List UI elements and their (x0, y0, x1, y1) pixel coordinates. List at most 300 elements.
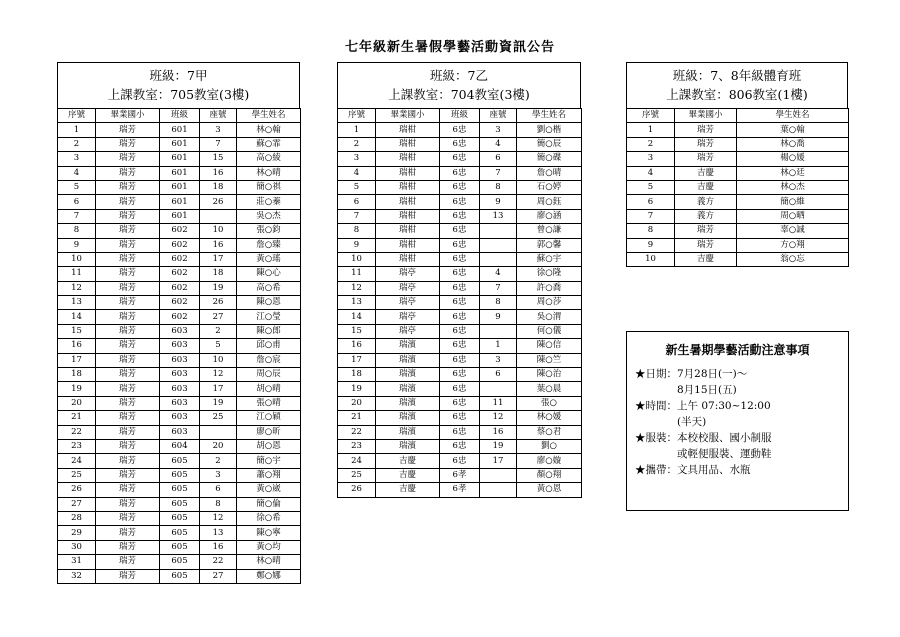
class-7b-cell: 19 (480, 439, 517, 453)
class-sports-cell: 林○杰 (737, 180, 849, 194)
class-7a-table-row (58, 166, 301, 180)
class-7b-cell (480, 468, 517, 482)
class-7a-cell: 瑞芳 (96, 152, 160, 166)
class-sports-cell: 6 (627, 195, 675, 209)
class-sports-table-row (627, 224, 849, 238)
notice-date-end: 8月15日(五) (677, 384, 737, 396)
class-7b-cell: 6忠 (440, 368, 480, 382)
class-7a-cell: 黃○均 (237, 540, 301, 554)
class-7a-cell: 17 (200, 382, 237, 396)
class-7a-cell: 20 (58, 396, 96, 410)
class-7a-cell: 高○希 (237, 281, 301, 295)
class-7b-cell: 13 (480, 209, 517, 223)
class-7b-cell: 6忠 (440, 209, 480, 223)
class-sports-cell: 吉慶 (675, 180, 737, 194)
class-7a-cell: 27 (58, 497, 96, 511)
class-7b-cell: 2 (338, 137, 376, 151)
class-7a-table-row (58, 224, 301, 238)
class-7b-cell: 23 (338, 439, 376, 453)
class-7b-table-row (338, 209, 582, 223)
class-7a-header (57, 62, 300, 108)
class-7b-cell: 劉○楷 (517, 123, 582, 137)
class-7b-cell: 9 (480, 310, 517, 324)
class-7a-cell: 601 (160, 152, 200, 166)
class-7a-cell: 1 (58, 123, 96, 137)
class-7a-cell: 26 (200, 195, 237, 209)
class-7a-cell: 605 (160, 511, 200, 525)
class-7a-cell: 601 (160, 137, 200, 151)
notice-dress-more: 或輕便服裝、運動鞋 (677, 448, 772, 460)
class-7a-cell: 27 (200, 310, 237, 324)
class-7b-cell: 吉慶 (376, 454, 440, 468)
class-7b-table-row (338, 483, 582, 497)
class-7b-column-header: 班級 (440, 109, 480, 123)
class-7a-cell: 3 (200, 468, 237, 482)
class-7b-cell: 18 (338, 368, 376, 382)
class-7b-table-row (338, 310, 582, 324)
class-7b-cell: 17 (480, 454, 517, 468)
class-7a-cell: 602 (160, 296, 200, 310)
class-7a-cell: 603 (160, 368, 200, 382)
class-7b-cell: 簡○碟 (517, 152, 582, 166)
class-7a-table-row (58, 569, 301, 583)
class-7b-cell: 林○媛 (517, 411, 582, 425)
class-7a-cell: 603 (160, 411, 200, 425)
class-7b-cell: 何○儀 (517, 324, 582, 338)
class-7b-cell: 6 (480, 152, 517, 166)
class-7a-table-row (58, 396, 301, 410)
class-7b-cell: 瑞濱 (376, 368, 440, 382)
class-7a-cell: 吳○杰 (237, 209, 301, 223)
class-7a-cell: 10 (200, 353, 237, 367)
class-7a-cell: 瑞芳 (96, 353, 160, 367)
class-sports-cell: 翁○忘 (737, 252, 849, 266)
class-7a-section (57, 62, 300, 584)
class-7b-cell: 9 (480, 195, 517, 209)
class-sports-cell: 吉慶 (675, 166, 737, 180)
class-sports-table-row (627, 209, 849, 223)
class-7b-table-row (338, 224, 582, 238)
class-sports-table-row (627, 180, 849, 194)
class-7b-table-row (338, 296, 582, 310)
class-7a-cell: 25 (58, 468, 96, 482)
class-7b-cell: 瑞亭 (376, 281, 440, 295)
class-7a-cell: 瑞芳 (96, 166, 160, 180)
class-7a-cell: 瑞芳 (96, 526, 160, 540)
class-7b-cell: 6忠 (440, 425, 480, 439)
class-7a-table-row (58, 281, 301, 295)
class-7b-cell: 6忠 (440, 166, 480, 180)
class-7a-cell: 瑞芳 (96, 339, 160, 353)
class-sports-cell: 瑞芳 (675, 137, 737, 151)
class-7a-cell: 17 (58, 353, 96, 367)
class-7a-cell: 601 (160, 195, 200, 209)
class-7b-cell (480, 224, 517, 238)
class-7a-cell: 8 (200, 497, 237, 511)
class-7b-table-row (338, 137, 582, 151)
class-7b-cell: 6忠 (440, 310, 480, 324)
class-7a-cell: 605 (160, 454, 200, 468)
class-7b-cell: 8 (480, 296, 517, 310)
class-sports-cell: 5 (627, 180, 675, 194)
class-7a-cell: 7 (200, 137, 237, 151)
class-7b-cell: 簡○辰 (517, 137, 582, 151)
class-7b-cell: 周○莎 (517, 296, 582, 310)
class-7b-cell: 6忠 (440, 339, 480, 353)
class-7a-cell: 5 (200, 339, 237, 353)
class-7a-cell: 15 (200, 152, 237, 166)
notice-dress-line: ★服裝：本校校服、國小制服 (635, 432, 772, 444)
class-7a-table-row (58, 324, 301, 338)
class-7b-column-header: 學生姓名 (517, 109, 582, 123)
class-7b-cell: 石○婷 (517, 180, 582, 194)
class-7a-cell: 瑞芳 (96, 252, 160, 266)
class-7a-cell: 605 (160, 468, 200, 482)
class-7b-cell: 13 (338, 296, 376, 310)
class-7a-cell: 32 (58, 569, 96, 583)
class-7b-cell: 25 (338, 468, 376, 482)
class-7a-cell: 瑞芳 (96, 439, 160, 453)
class-7a-table-row (58, 555, 301, 569)
class-7b-cell: 8 (338, 224, 376, 238)
class-sports-cell: 7 (627, 209, 675, 223)
class-7b-table-row (338, 267, 582, 281)
class-7a-cell: 江○穎 (237, 411, 301, 425)
class-7b-cell: 顏○翔 (517, 468, 582, 482)
class-7a-table-row (58, 439, 301, 453)
class-7b-cell (480, 252, 517, 266)
class-7a-table-row (58, 425, 301, 439)
class-7b-cell: 吉慶 (376, 468, 440, 482)
class-7b-cell: 7 (480, 281, 517, 295)
class-7b-cell: 瑞柑 (376, 252, 440, 266)
class-7a-cell: 瑞芳 (96, 569, 160, 583)
class-7b-table (337, 108, 582, 498)
class-7a-table-row (58, 454, 301, 468)
class-7b-cell: 陳○竺 (517, 353, 582, 367)
class-7b-cell: 6忠 (440, 454, 480, 468)
class-7a-table-row (58, 310, 301, 324)
class-7a-cell: 602 (160, 224, 200, 238)
class-7a-cell: 24 (58, 454, 96, 468)
class-7b-cell: 郭○馨 (517, 238, 582, 252)
class-7a-cell: 13 (200, 526, 237, 540)
class-7a-cell: 17 (200, 252, 237, 266)
class-7a-cell: 瑞芳 (96, 483, 160, 497)
class-sports-cell: 瑞芳 (675, 152, 737, 166)
class-7b-cell: 瑞亭 (376, 267, 440, 281)
class-7b-cell: 4 (480, 137, 517, 151)
class-7b-cell: 瑞柑 (376, 152, 440, 166)
class-7a-cell: 8 (58, 224, 96, 238)
class-7a-name: 班級：7甲 (149, 68, 208, 83)
class-7a-cell: 周○辰 (237, 368, 301, 382)
class-7b-cell: 6忠 (440, 396, 480, 410)
class-7b-cell: 6忠 (440, 411, 480, 425)
class-7b-table-row (338, 468, 582, 482)
class-7a-cell: 15 (58, 324, 96, 338)
class-7a-table-row (58, 526, 301, 540)
class-7a-cell: 603 (160, 425, 200, 439)
class-7a-cell: 瑞芳 (96, 497, 160, 511)
class-7a-cell: 陳○心 (237, 267, 301, 281)
class-7a-cell: 瑞芳 (96, 267, 160, 281)
class-7a-cell: 瑞芳 (96, 296, 160, 310)
class-7b-cell: 6忠 (440, 152, 480, 166)
class-sports-cell: 2 (627, 137, 675, 151)
class-7a-cell: 19 (200, 281, 237, 295)
class-7b-table-row (338, 166, 582, 180)
class-7b-cell: 17 (338, 353, 376, 367)
class-7b-cell: 瑞濱 (376, 396, 440, 410)
class-7a-table-row (58, 411, 301, 425)
class-7a-table-row (58, 339, 301, 353)
class-7a-cell: 瑞芳 (96, 555, 160, 569)
class-7b-cell: 瑞柑 (376, 224, 440, 238)
class-7b-cell: 6忠 (440, 123, 480, 137)
class-7b-cell: 9 (338, 238, 376, 252)
class-7b-cell: 黃○恩 (517, 483, 582, 497)
class-7a-cell: 10 (200, 224, 237, 238)
class-7b-cell: 吳○渭 (517, 310, 582, 324)
class-7b-cell: 瑞濱 (376, 439, 440, 453)
class-7b-cell: 3 (480, 123, 517, 137)
class-sports-cell: 義方 (675, 209, 737, 223)
class-7a-cell: 瑞芳 (96, 511, 160, 525)
class-7b-name: 班級：7乙 (430, 68, 488, 83)
class-sports-name: 班級：7、8年級體育班 (672, 68, 802, 83)
class-7a-cell: 瑞芳 (96, 137, 160, 151)
class-7a-table-row (58, 137, 301, 151)
class-7b-table-row (338, 368, 582, 382)
class-7b-cell: 6忠 (440, 353, 480, 367)
class-sports-cell: 瑞芳 (675, 238, 737, 252)
class-7a-cell: 詹○臻 (237, 238, 301, 252)
class-7a-cell: 瑞芳 (96, 209, 160, 223)
class-7b-table-row (338, 123, 582, 137)
class-7b-table-row (338, 396, 582, 410)
class-7b-cell: 3 (480, 353, 517, 367)
class-7a-cell: 2 (58, 137, 96, 151)
class-sports-cell: 4 (627, 166, 675, 180)
class-7a-cell: 黃○崴 (237, 483, 301, 497)
class-7a-cell: 602 (160, 252, 200, 266)
class-7a-cell: 30 (58, 540, 96, 554)
class-7a-cell: 莊○蓁 (237, 195, 301, 209)
class-7a-cell: 胡○恩 (237, 439, 301, 453)
class-7a-cell: 2 (200, 454, 237, 468)
class-7b-table-row (338, 252, 582, 266)
class-7b-cell: 21 (338, 411, 376, 425)
class-7b-cell: 10 (338, 252, 376, 266)
class-7b-cell: 24 (338, 454, 376, 468)
class-7a-cell: 605 (160, 569, 200, 583)
class-7a-cell: 張○晴 (237, 396, 301, 410)
class-7b-table-row (338, 324, 582, 338)
class-7b-cell: 瑞濱 (376, 353, 440, 367)
class-sports-table-row (627, 137, 849, 151)
class-7a-table-row (58, 267, 301, 281)
class-sports-table-row (627, 123, 849, 137)
class-7a-table-row (58, 368, 301, 382)
class-7a-cell: 瑞芳 (96, 540, 160, 554)
class-7a-table-row (58, 209, 301, 223)
class-7b-cell: 許○喬 (517, 281, 582, 295)
class-7a-table-row (58, 382, 301, 396)
class-7b-cell: 瑞濱 (376, 382, 440, 396)
class-7a-cell: 602 (160, 310, 200, 324)
class-7b-cell (480, 382, 517, 396)
class-7b-table-row (338, 425, 582, 439)
class-7b-cell: 劉○ (517, 439, 582, 453)
class-7b-cell: 瑞柑 (376, 195, 440, 209)
class-7a-cell: 28 (58, 511, 96, 525)
class-7a-cell: 602 (160, 267, 200, 281)
class-7b-cell: 6忠 (440, 195, 480, 209)
class-7b-cell: 張○ (517, 396, 582, 410)
class-7a-cell: 604 (160, 439, 200, 453)
class-sports-cell: 9 (627, 238, 675, 252)
class-7a-cell: 鄭○娜 (237, 569, 301, 583)
class-7b-table-row (338, 353, 582, 367)
class-7b-cell: 葉○晨 (517, 382, 582, 396)
class-7b-cell: 26 (338, 483, 376, 497)
class-7b-cell: 瑞柑 (376, 209, 440, 223)
class-7a-cell: 張○鈞 (237, 224, 301, 238)
class-7b-cell: 7 (338, 209, 376, 223)
class-7b-cell: 16 (338, 339, 376, 353)
notice-box (626, 331, 849, 511)
notice-time-line: ★時間：上午 07:30~12:00 (635, 400, 771, 412)
class-7b-cell: 6孝 (440, 483, 480, 497)
class-7a-cell: 瑞芳 (96, 454, 160, 468)
class-7b-cell: 4 (480, 267, 517, 281)
class-7a-cell: 603 (160, 382, 200, 396)
class-7a-cell: 26 (58, 483, 96, 497)
class-7b-cell: 6 (480, 368, 517, 382)
class-7a-table-row (58, 152, 301, 166)
class-7b-cell: 20 (338, 396, 376, 410)
class-7b-table-row (338, 411, 582, 425)
class-7a-table-row (58, 180, 301, 194)
notice-bring-line: ★攜帶：文具用品、水瓶 (635, 464, 751, 476)
class-7a-cell: 602 (160, 281, 200, 295)
class-sports-cell: 義方 (675, 195, 737, 209)
class-7b-cell: 15 (338, 324, 376, 338)
class-7a-column-header: 畢業國小 (96, 109, 160, 123)
class-7b-table-row (338, 152, 582, 166)
class-7b-header (337, 62, 581, 108)
class-7a-cell: 5 (58, 180, 96, 194)
class-7a-cell: 陳○恩 (237, 296, 301, 310)
class-7a-table-row (58, 497, 301, 511)
class-7b-cell: 瑞柑 (376, 238, 440, 252)
class-sports-table-row (627, 238, 849, 252)
class-sports-cell: 林○喬 (737, 137, 849, 151)
class-7a-table-row (58, 238, 301, 252)
class-sports-cell: 楊○媛 (737, 152, 849, 166)
class-7a-cell: 25 (200, 411, 237, 425)
class-sports-room: 上課教室：806教室(1樓) (666, 87, 808, 102)
class-7b-cell: 8 (480, 180, 517, 194)
class-sports-cell: 瑞芳 (675, 123, 737, 137)
class-7b-table-row (338, 281, 582, 295)
class-sports-cell: 吉慶 (675, 252, 737, 266)
class-sports-column-header: 畢業國小 (675, 109, 737, 123)
class-7b-cell: 吉慶 (376, 483, 440, 497)
class-7a-cell: 林○翰 (237, 123, 301, 137)
class-7b-cell: 廖○嫙 (517, 454, 582, 468)
class-7a-cell: 高○綾 (237, 152, 301, 166)
class-7a-cell: 胡○晴 (237, 382, 301, 396)
class-7a-cell: 19 (58, 382, 96, 396)
class-7b-cell: 19 (338, 382, 376, 396)
class-7a-table-row (58, 468, 301, 482)
class-7b-cell: 6忠 (440, 267, 480, 281)
class-sports-cell: 周○晒 (737, 209, 849, 223)
class-7b-cell: 6忠 (440, 180, 480, 194)
class-7a-cell: 27 (200, 569, 237, 583)
class-7a-cell: 簡○倫 (237, 497, 301, 511)
class-7a-cell: 603 (160, 353, 200, 367)
class-7b-cell: 6忠 (440, 439, 480, 453)
class-7a-cell: 22 (200, 555, 237, 569)
class-7b-cell: 瑞亭 (376, 296, 440, 310)
class-sports-header (626, 62, 848, 108)
class-7a-column-header: 座號 (200, 109, 237, 123)
class-7a-column-header: 學生姓名 (237, 109, 301, 123)
class-7a-cell: 廖○昕 (237, 425, 301, 439)
class-7a-cell: 蘇○霏 (237, 137, 301, 151)
class-7b-cell: 4 (338, 166, 376, 180)
class-7b-cell: 陳○信 (517, 339, 582, 353)
class-7b-cell: 6忠 (440, 252, 480, 266)
class-sports-cell: 辜○誠 (737, 224, 849, 238)
class-7b-cell: 瑞亭 (376, 310, 440, 324)
class-7a-cell: 簡○祺 (237, 180, 301, 194)
class-7b-cell: 瑞濱 (376, 339, 440, 353)
class-7b-column-header: 座號 (480, 109, 517, 123)
class-sports-cell: 10 (627, 252, 675, 266)
class-7a-cell: 陳○寧 (237, 526, 301, 540)
class-7b-cell: 12 (338, 281, 376, 295)
class-7b-cell: 6忠 (440, 324, 480, 338)
class-7a-cell: 26 (200, 296, 237, 310)
class-7b-table-row (338, 195, 582, 209)
class-7b-cell: 5 (338, 180, 376, 194)
class-7a-cell: 601 (160, 166, 200, 180)
class-7a-cell: 603 (160, 396, 200, 410)
class-sports-cell: 8 (627, 224, 675, 238)
class-7b-cell: 11 (338, 267, 376, 281)
class-7a-cell: 19 (200, 396, 237, 410)
class-7a-cell: 18 (58, 368, 96, 382)
class-sports-column-header: 學生姓名 (737, 109, 849, 123)
class-sports-cell: 3 (627, 152, 675, 166)
class-7a-table-row (58, 483, 301, 497)
class-sports-table-row (627, 195, 849, 209)
class-7a-column-header: 班級 (160, 109, 200, 123)
class-7b-cell: 6忠 (440, 137, 480, 151)
class-7b-cell: 6忠 (440, 382, 480, 396)
class-7a-cell: 林○晴 (237, 555, 301, 569)
class-sports-cell: 1 (627, 123, 675, 137)
class-7a-cell: 603 (160, 339, 200, 353)
class-sports-cell: 葉○翰 (737, 123, 849, 137)
class-7a-cell: 6 (200, 483, 237, 497)
notice-date-line: ★日期：7月28日(一)～ (635, 368, 748, 380)
class-7b-cell (480, 238, 517, 252)
